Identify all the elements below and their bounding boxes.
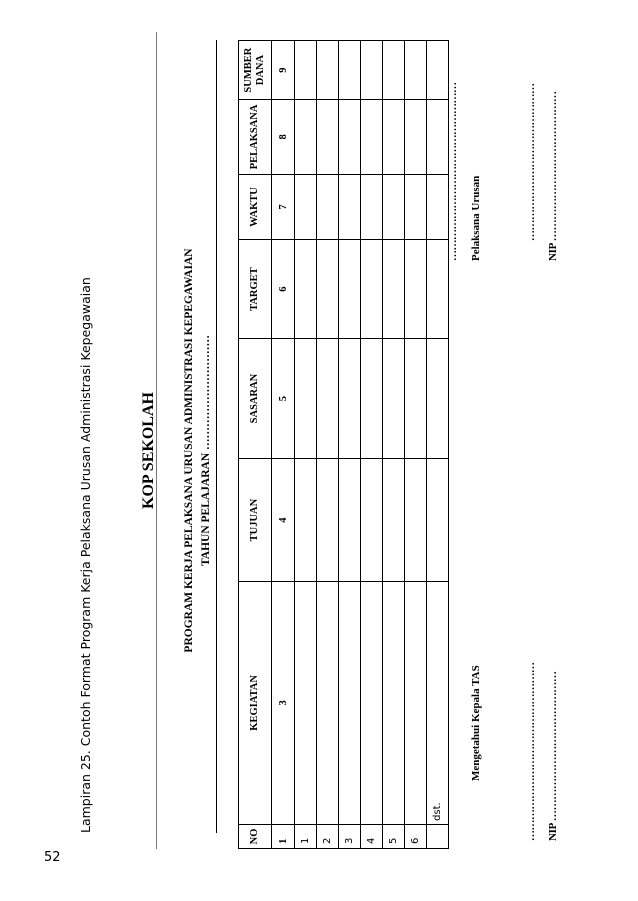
header-tujuan: TUJUAN xyxy=(239,459,272,582)
school-header: KOP SEKOLAH xyxy=(140,392,157,509)
academic-year xyxy=(200,0,212,901)
signature-label-left: Mengetahui Kepala TAS xyxy=(470,665,482,781)
header-waktu: WAKTU xyxy=(239,174,272,240)
header-no: NO xyxy=(239,824,272,848)
header-kegiatan: KEGIATAN xyxy=(239,581,272,824)
row-number: 6 xyxy=(405,824,427,848)
year-dots: ………………………… xyxy=(200,334,212,450)
row-number: 2 xyxy=(317,824,339,848)
title-rule xyxy=(216,40,217,833)
page-number: 52 xyxy=(44,850,61,865)
row-number: 5 xyxy=(383,824,405,848)
signature-label-right: Pelaksana Urusan xyxy=(470,175,482,261)
table-row-continuation xyxy=(427,41,449,849)
column-number: 9 xyxy=(272,41,295,100)
column-number-row xyxy=(272,41,295,849)
table-row xyxy=(317,41,339,849)
column-number: 5 xyxy=(272,338,295,458)
appendix-caption: Lampiran 25. Contoh Format Program Kerja Pelaksana Urusan Administrasi Kepegawaian xyxy=(78,277,93,833)
column-number: 6 xyxy=(272,240,295,339)
table-row xyxy=(405,41,427,849)
program-table xyxy=(238,40,449,849)
header-sumber-dana: SUMBER DANA xyxy=(239,41,272,100)
program-title: PROGRAM KERJA PELAKSANA URUSAN ADMINISTRASI KEPEGAWAIAN xyxy=(183,248,195,653)
table-row xyxy=(383,41,405,849)
column-number: 1 xyxy=(272,824,295,848)
row-number: 1 xyxy=(295,824,317,848)
signature-line-right: ……………………………………… xyxy=(525,83,537,241)
nip-right: NIP …………………………………… xyxy=(547,91,559,261)
signature-line-right-top: …………………………………………… xyxy=(447,82,459,261)
continuation-text: dst. xyxy=(427,581,449,824)
row-number: 3 xyxy=(339,824,361,848)
signature-line-left: …………………………………………… xyxy=(525,662,537,841)
header-target: TARGET xyxy=(239,240,272,339)
table-row xyxy=(361,41,383,849)
header-row xyxy=(239,41,272,849)
row-number: 4 xyxy=(361,824,383,848)
table-row xyxy=(295,41,317,849)
column-number: 3 xyxy=(272,581,295,824)
header-sasaran: SASARAN xyxy=(239,338,272,458)
nip-left: NIP …………………………………… xyxy=(547,671,559,841)
column-number: 8 xyxy=(272,100,295,174)
year-label: TAHUN PELAJARAN xyxy=(200,452,212,567)
column-number: 4 xyxy=(272,459,295,582)
table-row xyxy=(339,41,361,849)
header-pelaksana: PELAKSANA xyxy=(239,100,272,174)
column-number: 7 xyxy=(272,174,295,240)
